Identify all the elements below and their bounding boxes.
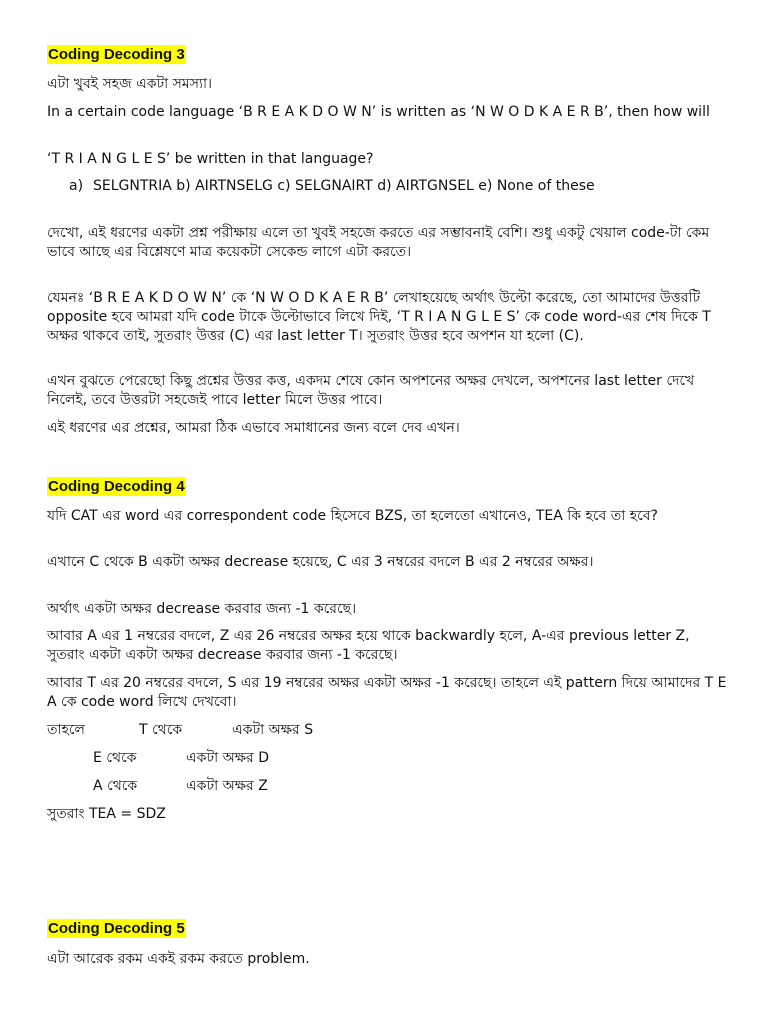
explanation-paragraph: আবার A এর 1 নম্বরের বদলে, Z এর 26 নম্বরের অক্ষর হয়ে থাকে backwardly হলে, A-এর previous letter Z, সুতরাং একটা একটা অক্ষর decrease করবার জন্য -1 করেছে।: [47, 628, 690, 663]
answer-options: [69, 177, 729, 196]
mapping-to: একটা অক্ষর Z: [186, 778, 268, 794]
mapping-to: একটা অক্ষর S: [232, 722, 314, 738]
explanation-paragraph: অর্থাৎ একটা অক্ষর decrease করবার জন্য -1 করেছে।: [47, 601, 357, 617]
mapping-from: A থেকে: [93, 778, 138, 794]
section-heading: Coding Decoding 5: [48, 920, 185, 937]
question-paragraph: যদি CAT এর word এর correspondent code হিসেবে BZS, তা হলেতো এখানেও, TEA কি হবে তা হবে?: [47, 508, 658, 524]
paragraph: এটা খুবই সহজ একটা সমস্যা।: [47, 76, 213, 92]
mapping-to: একটা অক্ষর D: [186, 750, 269, 766]
paragraph: এটা আরেক রকম একই রকম করতে problem.: [47, 951, 310, 967]
option-text: SELGNTRIA b) AIRTNSELG c) SELGNAIRT d) AIRTGNSEL e) None of these: [93, 178, 595, 194]
explanation-paragraph: দেখো, এই ধরণের একটা প্রশ্ন পরীক্ষায় এলে তা খুবই সহজে করতে এর সম্ভাবনাই বেশি। শুধু একটু খেয়াল code-টা কেম ভাবে আছে এর বিশ্লেষণে মাত্র কয়েকটা সেকেন্ড লাগে এটা করতে।: [47, 225, 710, 260]
section-heading: Coding Decoding 3: [48, 46, 185, 63]
mapping-from: T থেকে: [139, 722, 183, 738]
result-line: সুতরাং TEA = SDZ: [47, 806, 166, 822]
mapping-row-lead: তাহলে: [47, 722, 85, 738]
question-paragraph: ‘T R I A N G L E S’ be written in that language?: [47, 151, 374, 167]
explanation-paragraph: এই ধরণের এর প্রশ্নের, আমরা ঠিক এভাবে সমাধানের জন্য বলে দেব এখন।: [47, 420, 460, 436]
option-label: a): [69, 178, 84, 194]
mapping-from: E থেকে: [93, 750, 137, 766]
explanation-paragraph: এখানে C থেকে B একটা অক্ষর decrease হয়েছে, C এর 3 নম্বরের বদলে B এর 2 নম্বরের অক্ষর।: [47, 554, 594, 570]
question-paragraph: In a certain code language ‘B R E A K D O W N’ is written as ‘N W O D K A E R B’, then how will: [47, 104, 710, 120]
explanation-paragraph: যেমনঃ ‘B R E A K D O W N’ কে ‘N W O D K A E R B’ লেখাহয়েছে অর্থাৎ উল্টো করেছে, তো আমাদের উত্তরটি opposite হবে আমরা যদি code টাকে উল্টোভাবে লিখে দিই, ‘T R I A N G L E S’ কে code word-এর শেষ দিকে T অক্ষর থাকবে তাই, সুতরাং উত্তর (C) এর last letter T। সুতরাং উত্তর হবে অপশন যা হলো (C).: [47, 290, 711, 344]
explanation-paragraph: আবার T এর 20 নম্বরের বদলে, S এর 19 নম্বরের অক্ষর একটা অক্ষর -1 করেছে। তাহলে এই pattern দিয়ে আমাদের T E A কে code word লিখে দেখবো।: [47, 675, 727, 710]
explanation-paragraph: এখন বুঝতে পেরেছো কিছু প্রশ্নের উত্তর কত্ত, একদম শেষে কোন অপশনের অক্ষর দেখলে, অপশনের last letter দেখে নিলেই, তবে উত্তরটা সহজেই পাবে letter মিলে উত্তর পাবে।: [47, 373, 695, 408]
section-heading: Coding Decoding 4: [48, 478, 185, 495]
